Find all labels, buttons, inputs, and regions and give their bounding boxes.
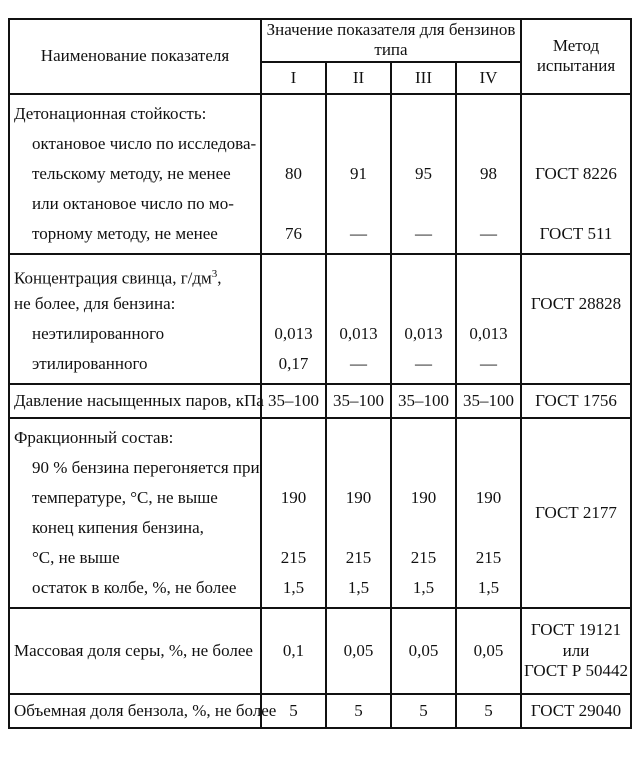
lead-values-type-1: 0,013 0,17 (261, 254, 326, 384)
header-type-4: IV (456, 62, 521, 94)
fraction-values-type-3: 190 215 1,5 (391, 418, 456, 608)
lead-values-type-2: 0,013 — (326, 254, 391, 384)
knock-line2: тельскому методу, не менее (32, 163, 231, 183)
lead-values-type-3: 0,013 — (391, 254, 456, 384)
lead-method: ГОСТ 28828 (521, 254, 631, 384)
gasoline-spec-table (8, 18, 632, 729)
table-row-sulfur: Массовая доля серы, %, не более 0,1 0,05 0,05 0,05 ГОСТ 19121 или ГОСТ Р 50442 (9, 608, 631, 694)
table-row-lead (9, 254, 631, 384)
knock-motor-value: — (480, 223, 497, 243)
lead-line2: не более, для бензина: (14, 293, 176, 313)
knock-research-value: 80 (285, 163, 302, 183)
lead-title: Концентрация свинца, $г/дм^3$, (14, 267, 222, 288)
lead-label-cell (9, 254, 261, 384)
benzene-method: ГОСТ 29040 (521, 694, 631, 728)
knock-line4: торному методу, не менее (32, 223, 218, 243)
vapor-label: Давление насыщенных паров, кПа (9, 384, 261, 418)
lead-values-type-4: 0,013 — (456, 254, 521, 384)
table-row-vapor: Давление насыщенных паров, кПа 35–100 35–100 35–100 35–100 ГОСТ 1756 (9, 384, 631, 418)
knock-values-type-4 (456, 94, 521, 254)
benzene-label: Объемная доля бензола, %, не более (9, 694, 261, 728)
header-type-3: III (391, 62, 456, 94)
knock-line1: октановое число по исследова- (32, 133, 257, 153)
knock-motor-value: 76 (285, 223, 302, 243)
fraction-title: Фракционный состав: (14, 427, 174, 447)
lead-leaded-label: этилированного (32, 353, 148, 373)
knock-method-research: ГОСТ 8226 (535, 163, 617, 183)
fraction-label-cell: Фракционный состав: 90 % бензина перегоняется при температуре, °С, не выше конец кипения бензина, °С, не выше остаток в колбе, %, не более (9, 418, 261, 608)
header-indicator-name: Наименование показателя (9, 19, 261, 94)
fraction-values-type-4: 190 215 1,5 (456, 418, 521, 608)
table-row-knock (9, 94, 631, 254)
fraction-values-type-2: 190 215 1,5 (326, 418, 391, 608)
header-type-1: I (261, 62, 326, 94)
knock-title: Детонационная стойкость: (14, 103, 207, 123)
knock-label-cell (9, 94, 261, 254)
knock-method-motor: ГОСТ 511 (539, 223, 613, 243)
knock-motor-value: — (415, 223, 432, 243)
knock-research-value: 98 (480, 163, 497, 183)
table-row-fraction (9, 418, 631, 608)
knock-values-type-1 (261, 94, 326, 254)
knock-methods (521, 94, 631, 254)
knock-research-value: 91 (350, 163, 367, 183)
fraction-values-type-1: 190 215 1,5 (261, 418, 326, 608)
vapor-method: ГОСТ 1756 (521, 384, 631, 418)
knock-motor-value: — (350, 223, 367, 243)
sulfur-label: Массовая доля серы, %, не более (9, 608, 261, 694)
fraction-method: ГОСТ 2177 (521, 418, 631, 608)
lead-unleaded-label: неэтилированного (32, 323, 165, 343)
knock-line3: или октановое число по мо- (32, 193, 234, 213)
sulfur-method: ГОСТ 19121 или ГОСТ Р 50442 (521, 608, 631, 694)
knock-values-type-3 (391, 94, 456, 254)
knock-research-value: 95 (415, 163, 432, 183)
header-values-group: Значение показателя для бензинов типа (261, 19, 521, 62)
header-type-2: II (326, 62, 391, 94)
header-test-method: Метод испытания (521, 19, 631, 94)
table-row-benzene: Объемная доля бензола, %, не более 5 5 5 5 ГОСТ 29040 (9, 694, 631, 728)
knock-values-type-2 (326, 94, 391, 254)
